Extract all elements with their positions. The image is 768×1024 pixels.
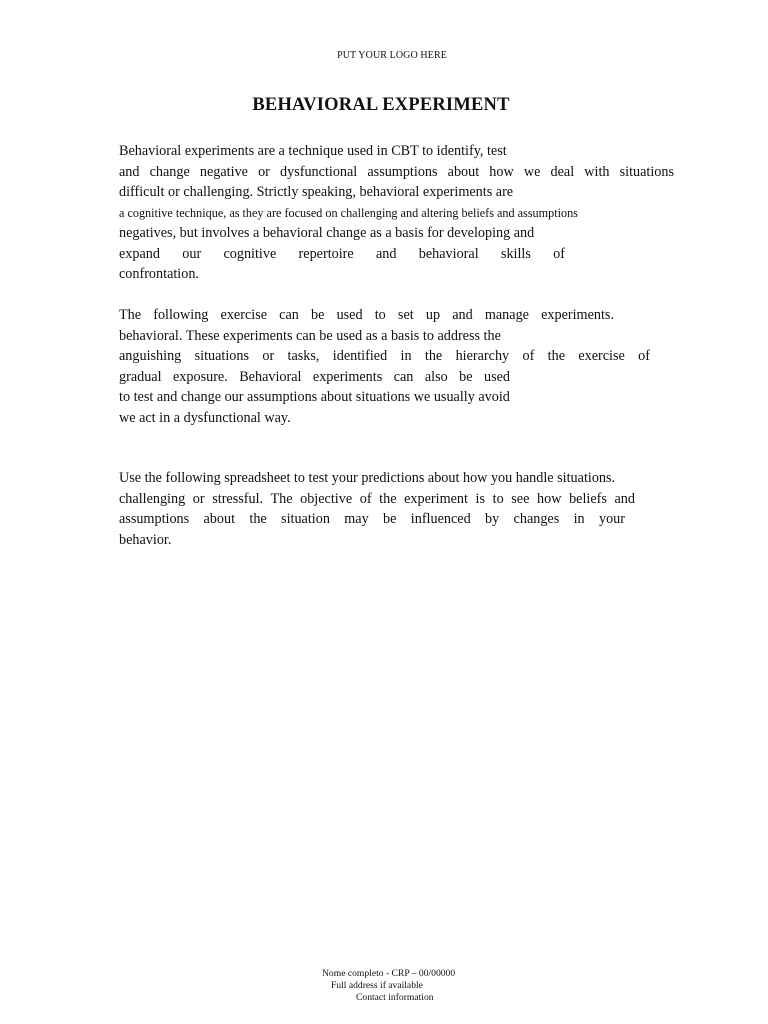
paragraph-3 (119, 468, 674, 550)
paragraph-1-line: negatives, but involves a behavioral change as a basis for developing and (119, 225, 535, 241)
paragraph-2-line: behavioral. These experiments can be used as a basis to address the (119, 327, 501, 344)
footer-name: Nome completo - CRP – 00/00000 (322, 968, 456, 979)
footer-address: Full address if available (331, 980, 423, 991)
paragraph-1-line: a cognitive technique, as they are focused on challenging and altering beliefs and assumptions (119, 205, 578, 220)
paragraph-2-line: we act in a dysfunctional way. (119, 409, 291, 426)
paragraph-3-line: behavior. (119, 531, 172, 548)
document-title: BEHAVIORAL EXPERIMENT (252, 95, 510, 115)
paragraph-2 (119, 305, 674, 428)
paragraph-2-line: to test and change our assumptions about situations we usually avoid (119, 389, 510, 405)
paragraph-1-line: and change negative or dysfunctional assumptions about how we deal with situations (119, 163, 674, 180)
paragraph-1 (119, 141, 674, 285)
paragraph-3-line: challenging or stressful. The objective of the experiment is to see how beliefs and (119, 490, 635, 507)
paragraph-1-line: confrontation. (119, 266, 199, 282)
paragraph-3-line: Use the following spreadsheet to test your predictions about how you handle situations. (119, 470, 616, 486)
paragraph-1-line: difficult or challenging. Strictly speaking, behavioral experiments are (119, 184, 514, 200)
paragraph-2-line: anguishing situations or tasks, identified in the hierarchy of the exercise of (119, 348, 650, 364)
logo-placeholder: PUT YOUR LOGO HERE (337, 50, 447, 61)
paragraph-2-line: The following exercise can be used to set up and manage experiments. (119, 307, 614, 323)
footer-contact: Contact information (356, 992, 434, 1003)
paragraph-3-line: assumptions about the situation may be influenced by changes in your (119, 511, 625, 527)
paragraph-2-line: gradual exposure. Behavioral experiments can also be used (119, 368, 510, 385)
paragraph-1-line: Behavioral experiments are a technique used in CBT to identify, test (119, 143, 507, 159)
paragraph-1-line: expand our cognitive repertoire and behavioral skills of (119, 245, 565, 262)
